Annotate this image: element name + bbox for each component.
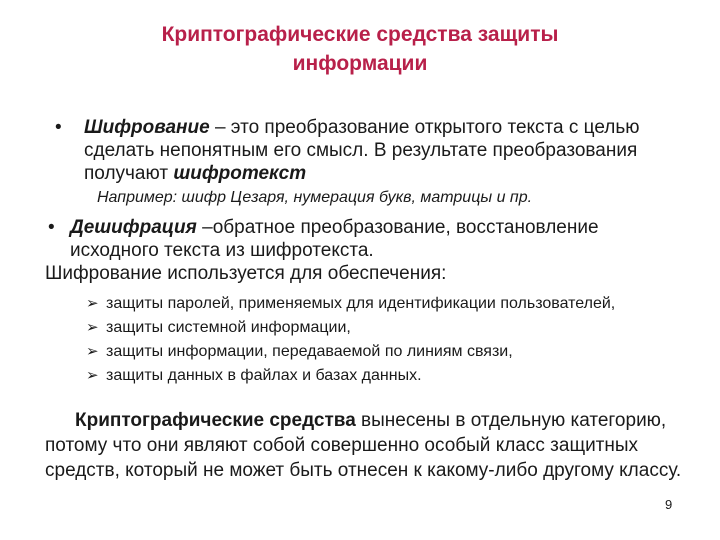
list-item-text: защиты данных в файлах и базах данных. bbox=[106, 367, 422, 384]
usage-intro: Шифрование используется для обеспечения: bbox=[45, 263, 447, 284]
bullet-encryption-definition bbox=[84, 116, 694, 185]
arrow-bullet-icon: ➢ bbox=[86, 319, 99, 336]
conclusion-paragraph bbox=[45, 408, 685, 483]
bullet-marker: • bbox=[55, 117, 62, 138]
page-number: 9 bbox=[665, 497, 673, 512]
term-crypto-tools: Криптографические средства bbox=[75, 410, 356, 431]
slide-title-line2: информации bbox=[292, 52, 428, 75]
bullet-marker: • bbox=[48, 217, 55, 238]
slide-title-line1: Криптографические средства защиты bbox=[161, 23, 559, 46]
list-item bbox=[86, 292, 615, 316]
list-item-text: защиты системной информации, bbox=[106, 319, 351, 336]
slide-title bbox=[80, 20, 640, 78]
definition-text: –обратное преобразование, восстановление исходного текста из шифротекста. bbox=[70, 217, 599, 261]
arrow-bullet-icon: ➢ bbox=[86, 367, 99, 384]
term-ciphertext: шифротекст bbox=[173, 163, 307, 184]
arrow-bullet-icon: ➢ bbox=[86, 343, 99, 360]
arrow-bullet-icon: ➢ bbox=[86, 295, 99, 312]
term-decryption: Дешифрация bbox=[70, 217, 197, 238]
list-item-text: защиты паролей, применяемых для идентификации пользователей, bbox=[106, 295, 616, 312]
example-note: Например: шифр Цезаря, нумерация букв, матрицы и пр. bbox=[97, 189, 533, 206]
conclusion-text: вынесены в отдельную категорию, потому что они являют собой совершенно особый класс защитных средств, который не может быть отнесен к какому-либо другому классу. bbox=[45, 410, 682, 481]
definition-text: – это преобразование открытого текста с целью сделать непонятным его смысл. В результате преобразования получают bbox=[84, 117, 640, 184]
term-encryption: Шифрование bbox=[84, 117, 210, 138]
usage-list bbox=[86, 292, 615, 388]
bullet-decryption-definition bbox=[70, 216, 680, 262]
list-item bbox=[86, 340, 615, 364]
list-item bbox=[86, 316, 615, 340]
list-item bbox=[86, 364, 615, 388]
list-item-text: защиты информации, передаваемой по линиям связи, bbox=[106, 343, 513, 360]
